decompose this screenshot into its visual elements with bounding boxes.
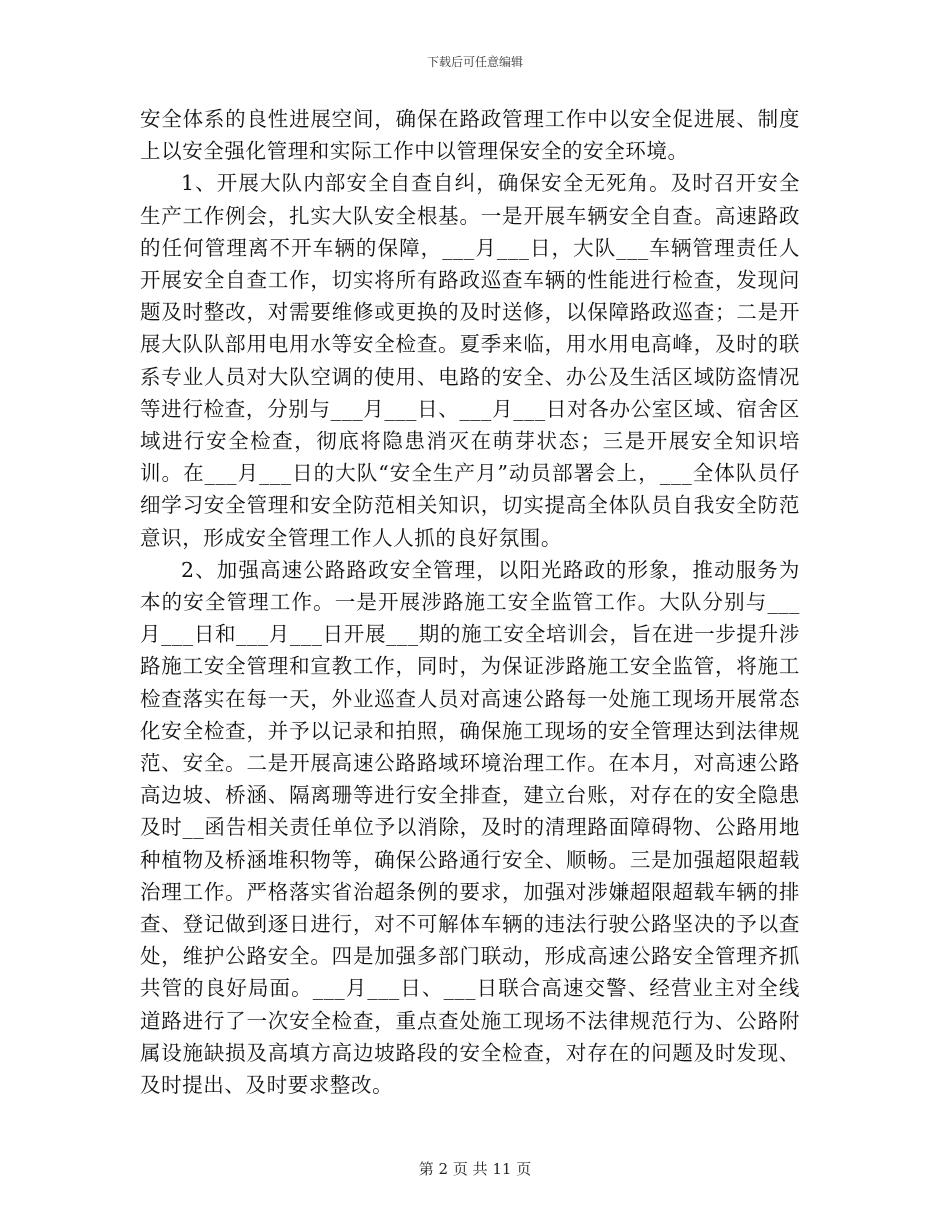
page-header-note: 下载后可任意编辑 — [426, 55, 523, 69]
paragraph-item-1: 1、开展大队内部安全自查自纠，确保安全无死角。及时召开安全生产工作例会，扎实大队安全根基。一是开展车辆安全自查。高速路政的任何管理离不开车辆的保障，___月___日，大队___车辆管理责任人开展安全自查工作，切实将所有路政巡查车辆的性能进行检查，发现问题及时整改，对需要维修或更换的及时送修，以保障路政巡查；二是开展大队队部用电用水等安全检查。夏季来临，用水用电高峰，及时的联系专业人员对大队空调的使用、电路的安全、办公及生活区域防盗情况等进行检查，分别与___月___日、___月___日对各办公室区域、宿舍区域进行安全检查，彻底将隐患消灭在萌芽状态；三是开展安全知识培训。在___月___日的大队“安全生产月”动员部署会上，___全体队员仔细学习安全管理和安全防范相关知识，切实提高全体队员自我安全防范意识，形成安全管理工作人人抓的良好氛围。 — [140, 171, 800, 550]
paragraph-continuation: 安全体系的良性进展空间，确保在路政管理工作中以安全促进展、制度上以安全强化管理和实际工作中以管理保安全的安全环境。 — [140, 107, 800, 164]
page-number: 第 2 页 共 11 页 — [418, 1160, 532, 1178]
paragraph-item-2: 2、加强高速公路路政安全管理，以阳光路政的形象，推动服务为本的安全管理工作。一是开展涉路施工安全监管工作。大队分别与___月___日和___月___日开展___期的施工安全培训会，旨在进一步提升涉路施工安全管理和宣教工作，同时，为保证涉路施工安全监管，将施工检查落实在每一天，外业巡查人员对高速公路每一处施工现场开展常态化安全检查，并予以记录和拍照，确保施工现场的安全管理达到法律规范、安全。二是开展高速公路路域环境治理工作。在本月，对高速公路高边坡、桥涵、隔离珊等进行安全排查，建立台账，对存在的安全隐患及时__函告相关责任单位予以消除，及时的清理路面障碍物、公路用地种植物及桥涵堆积物等，确保公路通行安全、顺畅。三是加强超限超载治理工作。严格落实省治超条例的要求，加强对涉嫌超限超载车辆的排查、登记做到逐日进行，对不可解体车辆的违法行驶公路坚决的予以查处，维护公路安全。四是加强多部门联动，形成高速公路安全管理齐抓共管的良好局面。___月___日、___日联合高速交警、经营业主对全线道路进行了一次安全检查，重点查处施工现场不法律规范行为、公路附属设施缺损及高填方高边坡路段的安全检查，对存在的问题及时发现、及时提出、及时要求整改。 — [140, 557, 800, 1098]
document-body — [140, 103, 800, 1101]
